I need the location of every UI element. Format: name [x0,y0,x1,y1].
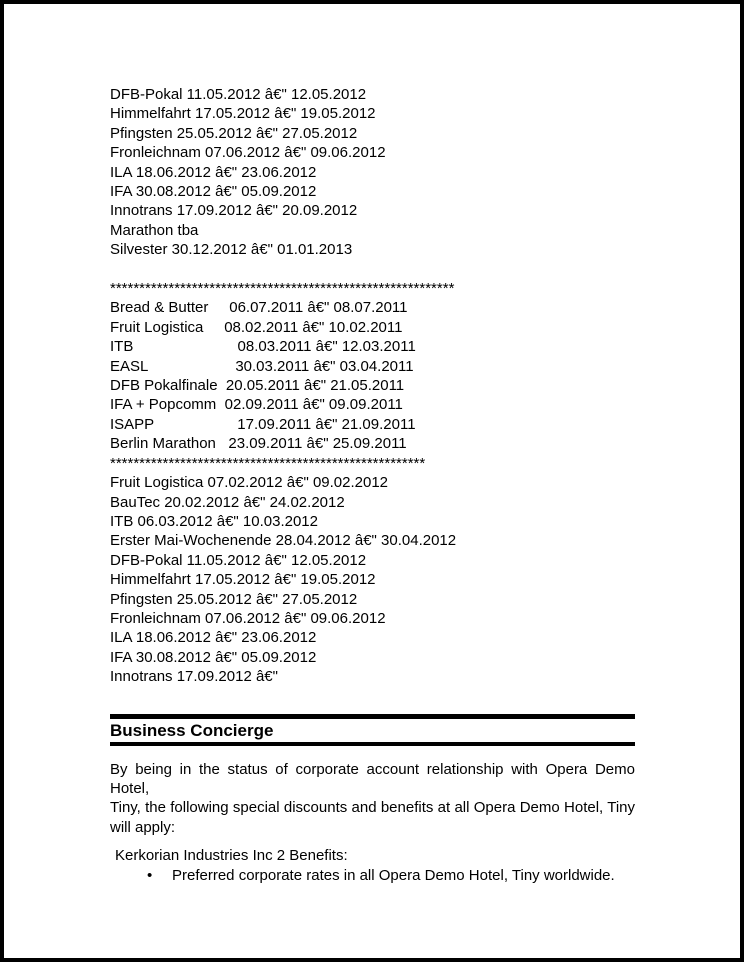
event-line: Himmelfahrt 17.05.2012 â€" 19.05.2012 [110,571,376,589]
event-line: DFB Pokalfinale 20.05.2011 â€" 21.05.2011 [110,377,405,395]
page-content [4,4,740,885]
event-line: Bread & Butter 06.07.2011 â€" 08.07.2011 [110,299,408,317]
event-list-2012-second [110,473,740,686]
event-line: ILA 18.06.2012 â€" 23.06.2012 [110,629,317,647]
event-line: EASL 30.03.2011 â€" 03.04.2011 [110,357,414,375]
event-line: Fronleichnam 07.06.2012 â€" 09.06.2012 [110,144,386,162]
event-line: DFB-Pokal 11.05.2012 â€" 12.05.2012 [110,551,367,569]
event-line: Pfingsten 25.05.2012 â€" 27.05.2012 [110,590,358,608]
event-line: ITB 08.03.2011 â€" 12.03.2011 [110,338,416,356]
event-line: IFA + Popcomm 02.09.2011 â€" 09.09.2011 [110,396,403,414]
benefit-list-item [110,866,635,885]
event-line: ISAPP 17.09.2011 â€" 21.09.2011 [110,415,416,433]
separator-line-top: *********************************************************** [110,280,455,298]
event-line: Marathon tba [110,221,199,239]
event-line: Innotrans 17.09.2012 â€" [110,668,278,686]
bullet-icon: • [147,866,153,884]
event-line: Innotrans 17.09.2012 â€" 20.09.2012 [110,202,358,220]
event-line: DFB-Pokal 11.05.2012 â€" 12.05.2012 [110,86,367,103]
event-list-2011 [110,298,740,453]
event-line: Fronleichnam 07.06.2012 â€" 09.06.2012 [110,609,386,627]
paragraph-line: By being in the status of corporate account relationship with Opera Demo Hotel, [110,760,635,797]
business-concierge-section [110,714,635,885]
intro-paragraph [110,760,635,838]
event-line: Pfingsten 25.05.2012 â€" 27.05.2012 [110,124,358,142]
benefits-heading: Kerkorian Industries Inc 2 Benefits: [115,847,348,865]
event-line: Silvester 30.12.2012 â€" 01.01.2013 [110,241,353,259]
event-line: BauTec 20.02.2012 â€" 24.02.2012 [110,493,345,511]
event-line: Fruit Logistica 08.02.2011 â€" 10.02.2011 [110,318,403,336]
event-line: ITB 06.03.2012 â€" 10.03.2012 [110,512,318,530]
event-line: Erster Mai-Wochenende 28.04.2012 â€" 30.04.2012 [110,532,457,550]
event-line: Fruit Logistica 07.02.2012 â€" 09.02.2012 [110,474,389,492]
paragraph-line: Tiny, the following special discounts and benefits at all Opera Demo Hotel, Tiny [110,799,635,817]
paragraph-line: will apply: [110,818,176,836]
event-line: Berlin Marathon 23.09.2011 â€" 25.09.2011 [110,435,407,453]
event-line: IFA 30.08.2012 â€" 05.09.2012 [110,183,317,201]
section-heading-rule-box [110,714,635,746]
event-line: IFA 30.08.2012 â€" 05.09.2012 [110,648,317,666]
event-line: Himmelfahrt 17.05.2012 â€" 19.05.2012 [110,105,376,123]
event-line: ILA 18.06.2012 â€" 23.06.2012 [110,163,317,181]
section-heading: Business Concierge [110,720,274,740]
event-list-2012-first [110,85,740,260]
benefit-text: Preferred corporate rates in all Opera Demo Hotel, Tiny worldwide. [172,866,615,884]
separator-line-bottom: ****************************************************** [110,454,426,472]
